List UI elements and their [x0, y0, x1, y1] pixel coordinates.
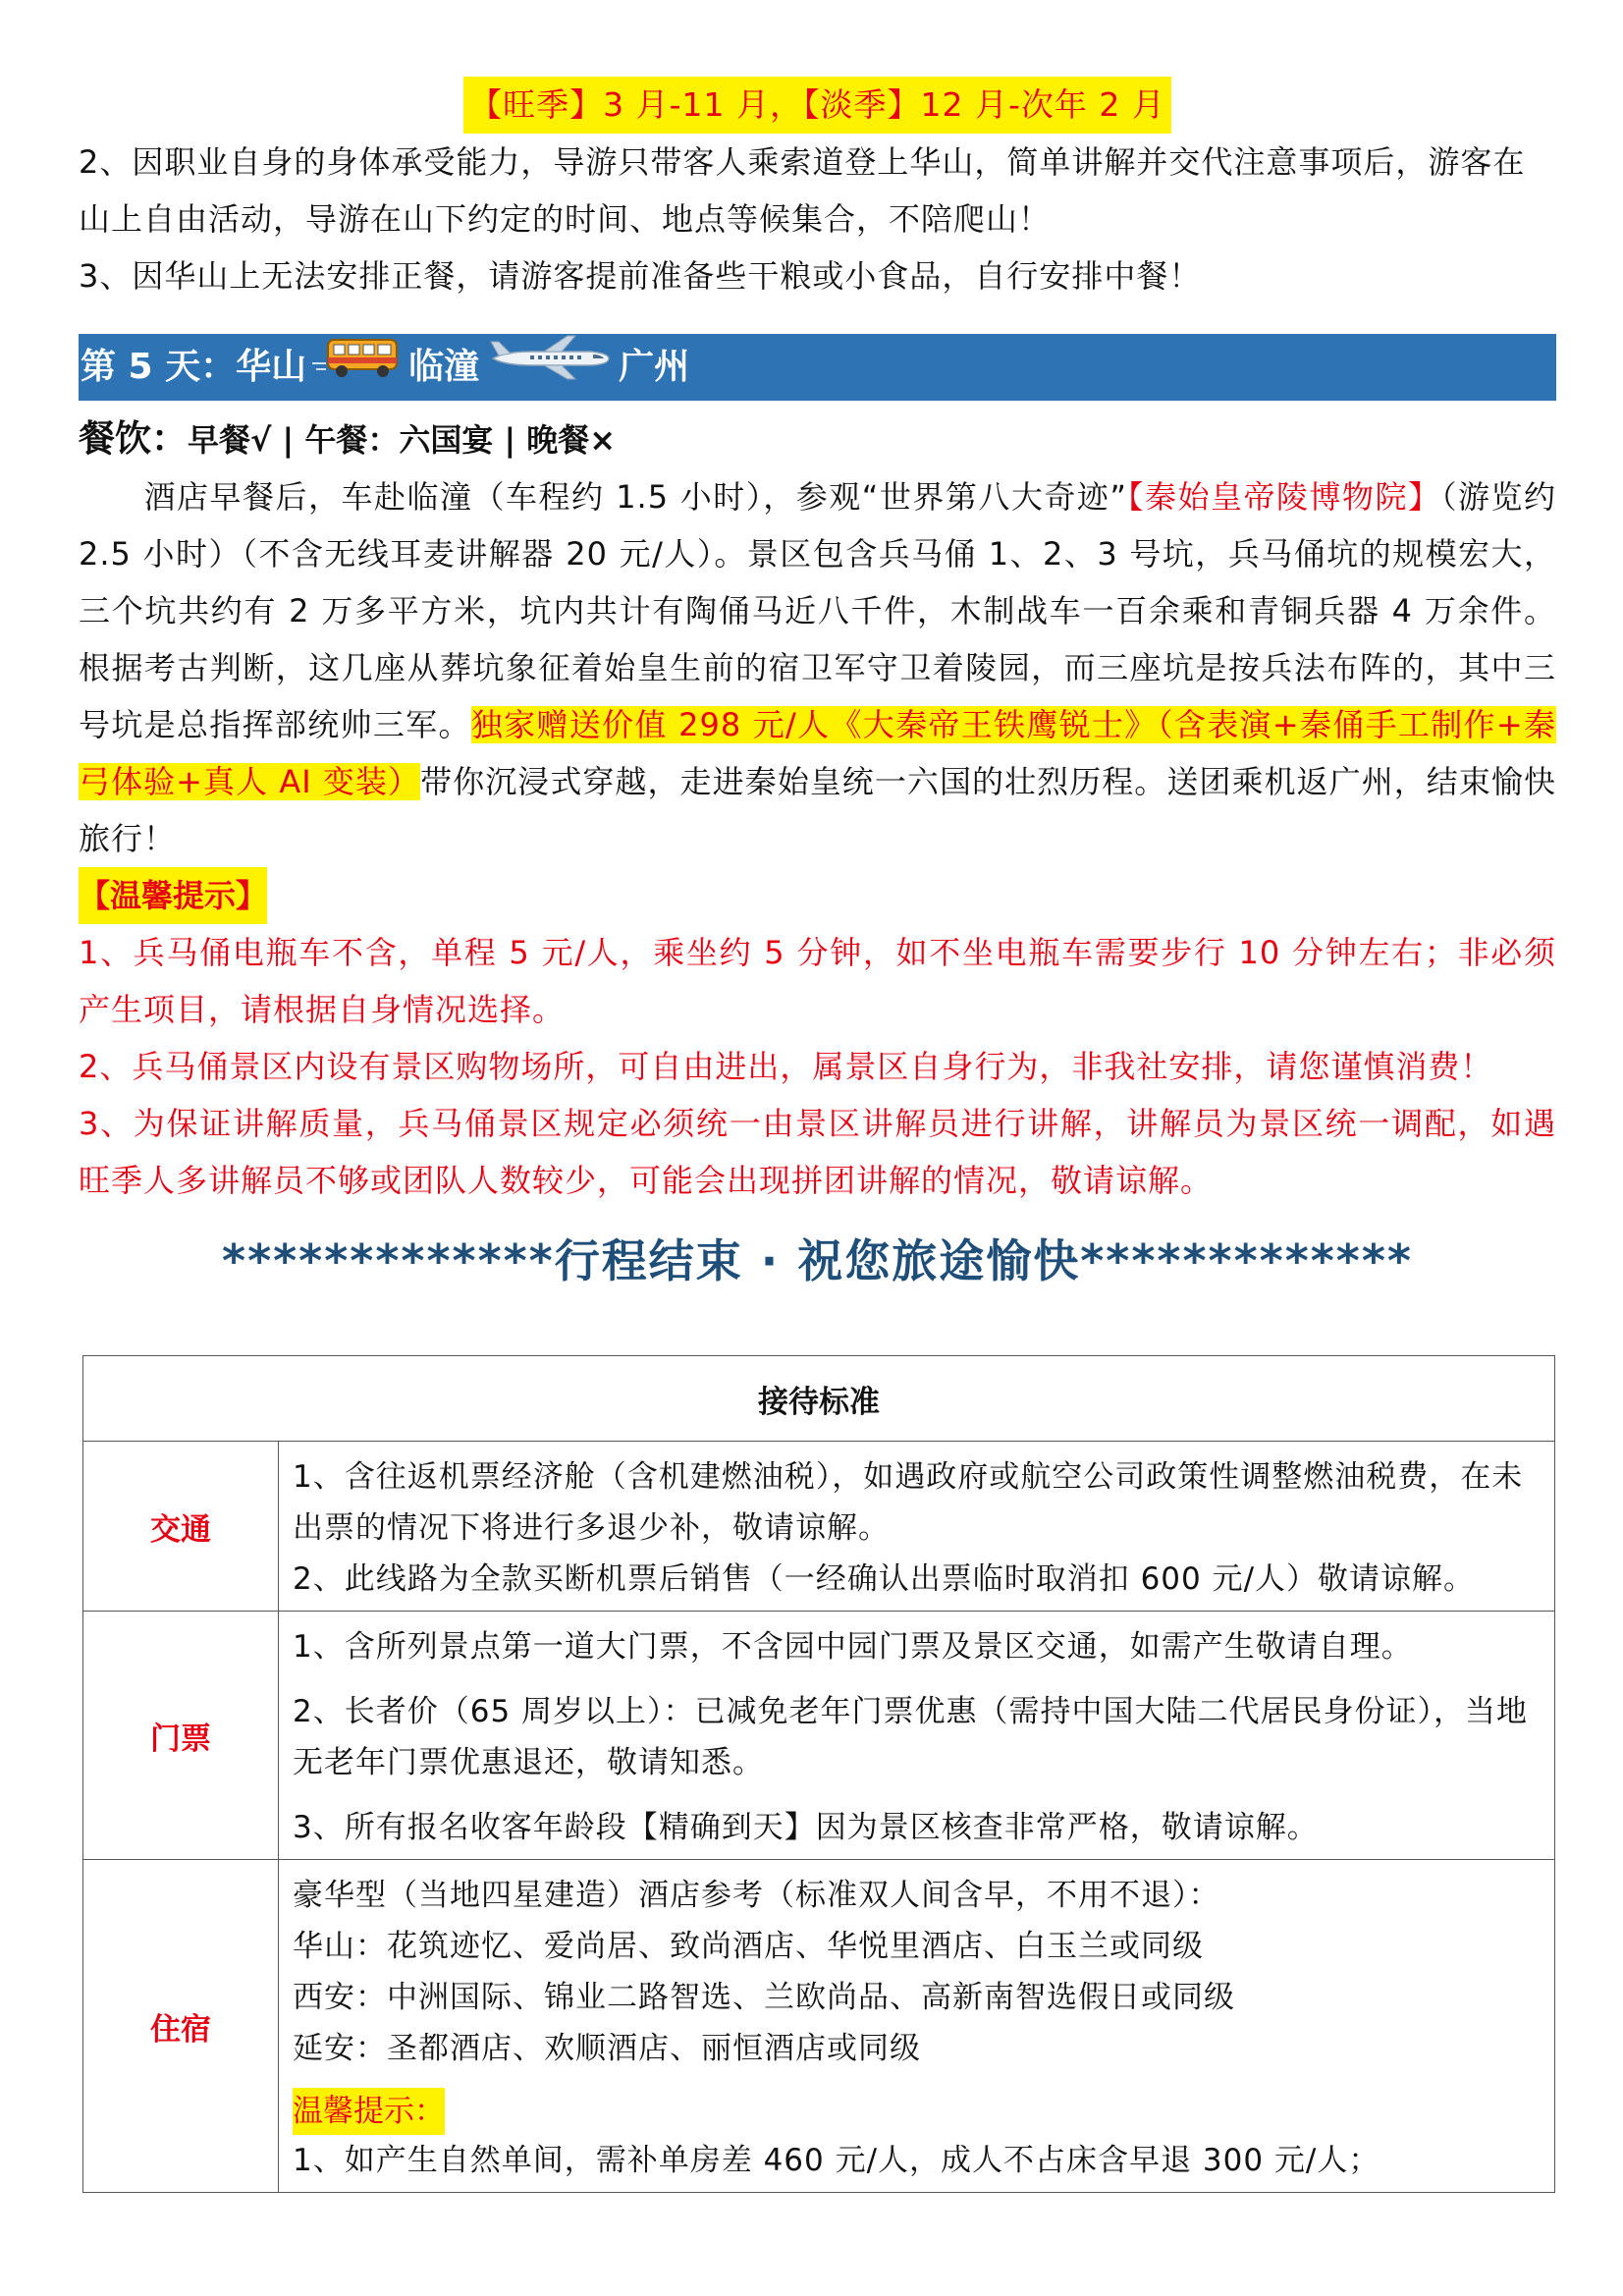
- table-row-transport: [83, 1442, 1555, 1612]
- lodging-content: [279, 1860, 1555, 2193]
- meals-label: 餐饮：: [79, 417, 188, 460]
- tip-item: 2、兵马俑景区内设有景区购物场所，可自由进出，属景区自身行为，非我社安排，请您谨慎消费！: [79, 1048, 1493, 1085]
- day5-header: [79, 334, 1556, 401]
- gift-highlight: 独家赠送价值 298 元/人《大秦帝王铁鹰锐士》（含表演+秦俑手工制作+秦弓体验+真人 AI 变装）: [79, 706, 1556, 800]
- transport-line: 2、此线路为全款买断机票后销售（一经确认出票临时取消扣 600 元/人）敬请谅解。: [293, 1561, 1476, 1597]
- tickets-line: 3、所有报名收客年龄段【精确到天】因为景区核查非常严格，敬请谅解。: [293, 1810, 1319, 1845]
- tip-item: 3、为保证讲解质量，兵马俑景区规定必须统一由景区讲解员进行讲解，讲解员为景区统一调配，如遇旺季人多讲解员不够或团队人数较少，可能会出现拼团讲解的情况，敬请谅解。: [79, 1105, 1556, 1199]
- museum-name: 【秦始皇帝陵博物院】: [1126, 478, 1441, 516]
- day5-label: 第 5 天：: [81, 347, 237, 387]
- transport-content: [279, 1442, 1555, 1612]
- tips-section: [79, 867, 1556, 1209]
- itinerary-description: [79, 468, 1556, 867]
- itinerary-part2: （游览约 2.5 小时）（不含无线耳麦讲解器 20 元/人）。景区包含兵马俑 1、2、3 号坑，兵马俑坑的规模宏大，三个坑共约有 2 万多平方米，坑内共计有陶俑马近八千件，木制战车一百余乘和青铜兵器 4 万余件。根据考古判断，这几座从葬坑象征着始皇生前的宿卫军守卫着陵园，而三座坑是按兵法布阵的，其中三号坑是总指挥部统帅三军。: [79, 478, 1556, 743]
- tickets-content: [279, 1612, 1555, 1860]
- reception-standards-table: [82, 1355, 1555, 2193]
- lodging-tip-label: 温馨提示：: [293, 2088, 445, 2135]
- day5-to: 广州: [619, 347, 690, 387]
- transport-line: 1、含往返机票经济舱（含机建燃油税），如遇政府或航空公司政策性调整燃油税费，在未出票的情况下将进行多退少补，敬请谅解。: [293, 1459, 1524, 1546]
- table-row-tickets: [83, 1612, 1555, 1860]
- meals-line: [79, 410, 1556, 468]
- lodging-line: 豪华型（当地四星建造）酒店参考（标准双人间含早，不用不退）：: [293, 1878, 1220, 1913]
- lodging-line: 华山：花筑迹忆、爱尚居、致尚酒店、华悦里酒店、白玉兰或同级: [293, 1929, 1204, 1964]
- tips-title: 【温馨提示】: [79, 867, 267, 924]
- day5-via: 临潼: [408, 347, 480, 387]
- meals-items: 早餐√ | 午餐：六国宴 | 晚餐×: [188, 421, 617, 459]
- lodging-line: 西安：中洲国际、锦业二路智选、兰欧尚品、高新南智选假日或同级: [293, 1980, 1235, 2015]
- document-page: [79, 0, 1556, 1293]
- itinerary-part1: 酒店早餐后，车赴临潼（车程约 1.5 小时），参观“世界第八大奇迹”: [143, 478, 1127, 516]
- tickets-line: 1、含所列景点第一道大门票，不含园中园门票及景区交通，如需产生敬请自理。: [293, 1629, 1413, 1665]
- note-guide-cable-car: 2、因职业自身的身体承受能力，导游只带客人乘索道登上华山，简单讲解并交代注意事项后，游客在山上自由活动，导游在山下约定的时间、地点等候集合，不陪爬山！: [79, 143, 1526, 238]
- table-title: 接待标准: [83, 1356, 1555, 1442]
- category-transport: 交通: [83, 1442, 279, 1612]
- tickets-line: 2、长者价（65 周岁以上）：已减免老年门票优惠（需持中国大陆二代居民身份证），当地无老年门票优惠退还，敬请知悉。: [293, 1694, 1529, 1780]
- lodging-tip-line: 1、如产生自然单间，需补单房差 460 元/人，成人不占床含早退 300 元/人；: [293, 2143, 1380, 2178]
- itinerary-part3: 带你沉浸式穿越，走进秦始皇统一六国的壮烈历程。送团乘机返广州，结束愉快旅行！: [79, 763, 1556, 857]
- category-lodging: 住宿: [83, 1860, 279, 2193]
- season-note: 【旺季】3 月-11 月，【淡季】12 月-次年 2 月: [463, 77, 1171, 134]
- lodging-line: 延安：圣都酒店、欢顺酒店、丽恒酒店或同级: [293, 2031, 921, 2066]
- trip-end-banner: *************行程结束 · 祝您旅途愉快*************: [222, 1234, 1413, 1287]
- note-lunch: 3、因华山上无法安排正餐，请游客提前准备些干粮或小食品，自行安排中餐！: [79, 257, 1202, 295]
- table-row-lodging: [83, 1860, 1555, 2193]
- airplane-icon: [485, 332, 613, 404]
- bus-icon: [312, 334, 403, 402]
- tip-item: 1、兵马俑电瓶车不含，单程 5 元/人，乘坐约 5 分钟，如不坐电瓶车需要步行 10 分钟左右；非必须产生项目，请根据自身情况选择。: [79, 934, 1556, 1028]
- category-tickets: 门票: [83, 1612, 279, 1860]
- season-note-row: [79, 77, 1556, 134]
- day5-from: 华山: [236, 347, 307, 387]
- table-header-row: [83, 1356, 1555, 1442]
